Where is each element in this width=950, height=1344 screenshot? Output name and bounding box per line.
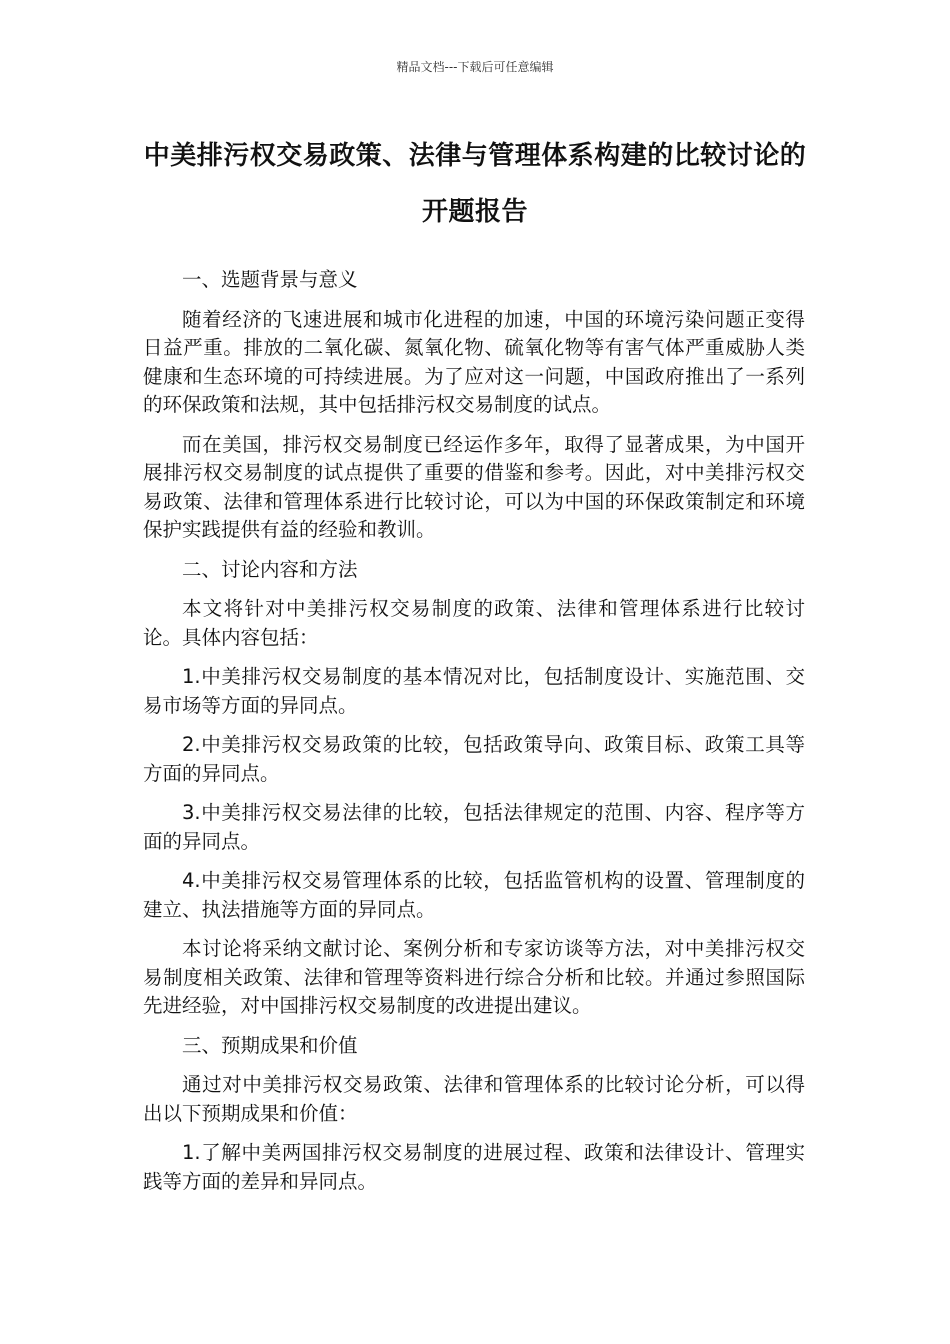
paragraph: 通过对中美排污权交易政策、法律和管理体系的比较讨论分析，可以得出以下预期成果和价值： <box>143 1073 805 1125</box>
paragraph: 随着经济的飞速进展和城市化进程的加速，中国的环境污染问题正变得日益严重。排放的二氧化碳、氮氧化物、硫氧化物等有害气体严重威胁人类健康和生态环境的可持续进展。为了应对这一问题，中国政府推出了一系列的环保政策和法规，其中包括排污权交易制度的试点。 <box>143 307 805 416</box>
section-heading-content-methods: 二、讨论内容和方法 <box>182 557 358 581</box>
list-item: 1.中美排污权交易制度的基本情况对比，包括制度设计、实施范围、交易市场等方面的异同点。 <box>143 665 805 717</box>
document-body <box>143 266 805 1207</box>
section-heading-expected-results: 三、预期成果和价值 <box>182 1033 358 1057</box>
paragraph: 而在美国，排污权交易制度已经运作多年，取得了显著成果，为中国开展排污权交易制度的试点提供了重要的借鉴和参考。因此，对中美排污权交易政策、法律和管理体系进行比较讨论，可以为中国的环保政策制定和环境保护实践提供有益的经验和教训。 <box>143 432 805 541</box>
list-item: 3.中美排污权交易法律的比较，包括法律规定的范围、内容、程序等方面的异同点。 <box>143 801 805 853</box>
list-item: 1.了解中美两国排污权交易制度的进展过程、政策和法律设计、管理实践等方面的差异和异同点。 <box>143 1141 805 1193</box>
paragraph: 本讨论将采纳文献讨论、案例分析和专家访谈等方法，对中美排污权交易制度相关政策、法律和管理等资料进行综合分析和比较。并通过参照国际先进经验，对中国排污权交易制度的改进提出建议。 <box>143 937 805 1017</box>
paragraph: 本文将针对中美排污权交易制度的政策、法律和管理体系进行比较讨论。具体内容包括： <box>143 597 805 649</box>
list-item: 2.中美排污权交易政策的比较，包括政策导向、政策目标、政策工具等方面的异同点。 <box>143 733 805 785</box>
list-item: 4.中美排污权交易管理体系的比较，包括监管机构的设置、管理制度的建立、执法措施等方面的异同点。 <box>143 869 805 921</box>
header-note: 精品文档---下载后可任意编辑 <box>396 60 554 74</box>
section-heading-background: 一、选题背景与意义 <box>182 268 358 291</box>
document-title: 中美排污权交易政策、法律与管理体系构建的比较讨论的开题报告 <box>143 141 807 227</box>
